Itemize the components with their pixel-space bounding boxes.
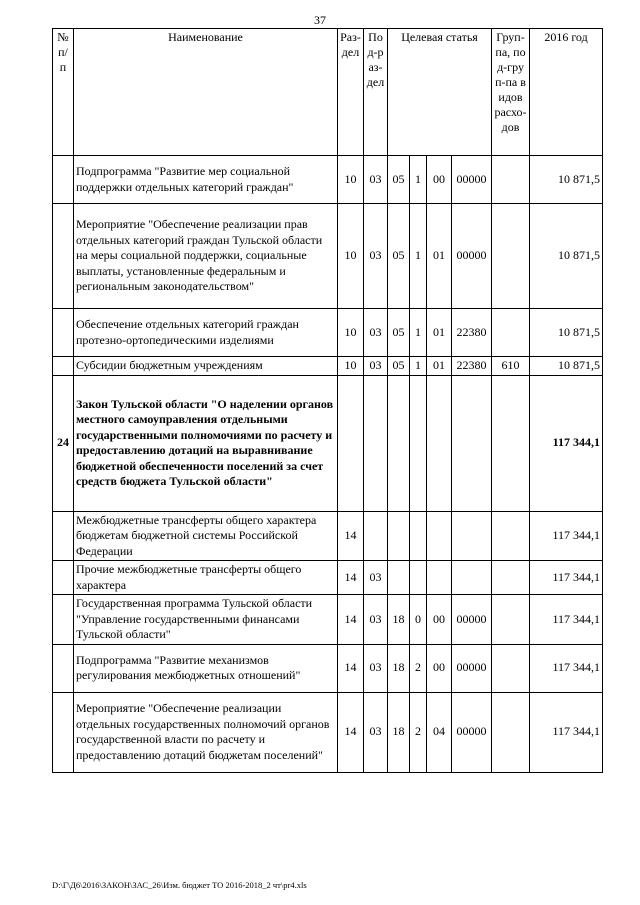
row-target-program: 18 [388, 644, 410, 692]
row-target-program [388, 375, 410, 511]
row-subsection [364, 511, 388, 561]
row-target-direction: 00000 [452, 156, 492, 204]
row-number [53, 595, 74, 645]
row-name: Мероприятие "Обеспечение реализации отдельных государственных полномочий органов государственной власти по расчету и предоставлению дотаций бюджетам поселений" [74, 692, 338, 772]
row-target-activity: 01 [427, 357, 452, 376]
table-row [53, 692, 603, 772]
row-target-subprogram: 2 [410, 644, 427, 692]
row-subsection: 03 [364, 309, 388, 357]
row-name: Подпрограмма "Развитие мер социальной поддержки отдельных категорий граждан" [74, 156, 338, 204]
row-subsection: 03 [364, 561, 388, 595]
row-target-direction: 22380 [452, 357, 492, 376]
row-name: Обеспечение отдельных категорий граждан протезно-ортопедическими изделиями [74, 309, 338, 357]
row-amount-2016: 10 871,5 [530, 309, 603, 357]
row-subsection: 03 [364, 644, 388, 692]
header-expense-group: Груп-па, под-груп-па видов расхо-дов [492, 29, 530, 156]
table-row [53, 309, 603, 357]
row-section: 10 [338, 309, 364, 357]
row-target-direction [452, 511, 492, 561]
row-subsection: 03 [364, 692, 388, 772]
row-expense-group [492, 692, 530, 772]
row-target-activity: 01 [427, 309, 452, 357]
row-target-activity: 00 [427, 595, 452, 645]
header-section: Раз-дел [338, 29, 364, 156]
row-target-program: 05 [388, 156, 410, 204]
table-row [53, 375, 603, 511]
header-name: Наименование [74, 29, 338, 156]
row-number [53, 511, 74, 561]
row-section: 10 [338, 357, 364, 376]
row-section: 14 [338, 595, 364, 645]
row-section: 14 [338, 644, 364, 692]
row-amount-2016: 10 871,5 [530, 357, 603, 376]
row-target-program: 05 [388, 357, 410, 376]
row-number [53, 156, 74, 204]
row-section: 14 [338, 692, 364, 772]
table-row [53, 204, 603, 309]
row-amount-2016: 117 344,1 [530, 511, 603, 561]
row-section: 14 [338, 561, 364, 595]
table-body [53, 156, 603, 773]
row-section [338, 375, 364, 511]
row-target-activity: 00 [427, 156, 452, 204]
row-name: Мероприятие "Обеспечение реализации прав отдельных категорий граждан Тульской области на меры социальной поддержки, социальные выплаты, установленные федеральным и региональным законодательством" [74, 204, 338, 309]
row-target-subprogram [410, 511, 427, 561]
row-target-program: 05 [388, 204, 410, 309]
row-amount-2016: 10 871,5 [530, 204, 603, 309]
row-number [53, 644, 74, 692]
row-target-program: 18 [388, 595, 410, 645]
row-expense-group [492, 204, 530, 309]
row-target-direction: 00000 [452, 595, 492, 645]
row-section: 14 [338, 511, 364, 561]
row-target-subprogram: 1 [410, 309, 427, 357]
row-target-direction [452, 561, 492, 595]
header-num: № п/п [53, 29, 74, 156]
row-target-activity: 00 [427, 644, 452, 692]
row-subsection: 03 [364, 357, 388, 376]
row-target-subprogram [410, 561, 427, 595]
row-target-activity [427, 375, 452, 511]
row-expense-group [492, 561, 530, 595]
row-target-program [388, 511, 410, 561]
row-subsection: 03 [364, 156, 388, 204]
row-subsection: 03 [364, 204, 388, 309]
table-row [53, 561, 603, 595]
row-amount-2016: 10 871,5 [530, 156, 603, 204]
row-target-program: 18 [388, 692, 410, 772]
row-name: Закон Тульской области "О наделении органов местного самоуправления отдельными государственными полномочиями по расчету и предоставлению дотаций на выравнивание бюджетной обеспеченности поселений за счет средств бюджета Тульской области" [74, 375, 338, 511]
row-name: Подпрограмма "Развитие механизмов регулирования межбюджетных отношений" [74, 644, 338, 692]
row-expense-group [492, 375, 530, 511]
row-target-subprogram: 2 [410, 692, 427, 772]
row-target-activity [427, 561, 452, 595]
row-amount-2016: 117 344,1 [530, 561, 603, 595]
row-target-activity: 01 [427, 204, 452, 309]
row-amount-2016: 117 344,1 [530, 375, 603, 511]
header-row [53, 29, 603, 156]
table-row [53, 156, 603, 204]
row-section: 10 [338, 156, 364, 204]
row-target-subprogram: 1 [410, 357, 427, 376]
header-target-article: Целевая статья [388, 29, 492, 156]
row-number [53, 204, 74, 309]
row-target-activity: 04 [427, 692, 452, 772]
row-amount-2016: 117 344,1 [530, 644, 603, 692]
row-number [53, 309, 74, 357]
row-target-direction: 22380 [452, 309, 492, 357]
row-number: 24 [53, 375, 74, 511]
budget-table [52, 28, 603, 773]
row-expense-group [492, 309, 530, 357]
row-target-program: 05 [388, 309, 410, 357]
row-amount-2016: 117 344,1 [530, 595, 603, 645]
row-name: Государственная программа Тульской области "Управление государственными финансами Тульской области" [74, 595, 338, 645]
row-target-direction: 00000 [452, 692, 492, 772]
row-name: Межбюджетные трансферты общего характера бюджетам бюджетной системы Российской Федерации [74, 511, 338, 561]
row-subsection: 03 [364, 595, 388, 645]
table-row [53, 595, 603, 645]
row-target-direction [452, 375, 492, 511]
row-name: Прочие межбюджетные трансферты общего характера [74, 561, 338, 595]
row-expense-group [492, 595, 530, 645]
page-number: 37 [314, 13, 326, 27]
row-target-subprogram: 0 [410, 595, 427, 645]
row-number [53, 561, 74, 595]
row-target-program [388, 561, 410, 595]
header-subsection: Под-раз-дел [364, 29, 388, 156]
table-row [53, 511, 603, 561]
row-target-subprogram: 1 [410, 156, 427, 204]
row-expense-group: 610 [492, 357, 530, 376]
row-expense-group [492, 511, 530, 561]
row-number [53, 357, 74, 376]
file-path-footer: D:\Г\Д6\2016\ЗАКОН\ЗАС_26\Изм. бюджет ТО 2016-2018_2 чт\pr4.xls [52, 880, 307, 890]
table-row [53, 644, 603, 692]
row-expense-group [492, 156, 530, 204]
row-expense-group [492, 644, 530, 692]
row-target-subprogram [410, 375, 427, 511]
row-target-subprogram: 1 [410, 204, 427, 309]
row-subsection [364, 375, 388, 511]
row-target-direction: 00000 [452, 204, 492, 309]
row-target-activity [427, 511, 452, 561]
header-year-2016: 2016 год [530, 29, 603, 156]
row-section: 10 [338, 204, 364, 309]
table-row [53, 357, 603, 376]
row-amount-2016: 117 344,1 [530, 692, 603, 772]
row-number [53, 692, 74, 772]
row-target-direction: 00000 [452, 644, 492, 692]
row-name: Субсидии бюджетным учреждениям [74, 357, 338, 376]
